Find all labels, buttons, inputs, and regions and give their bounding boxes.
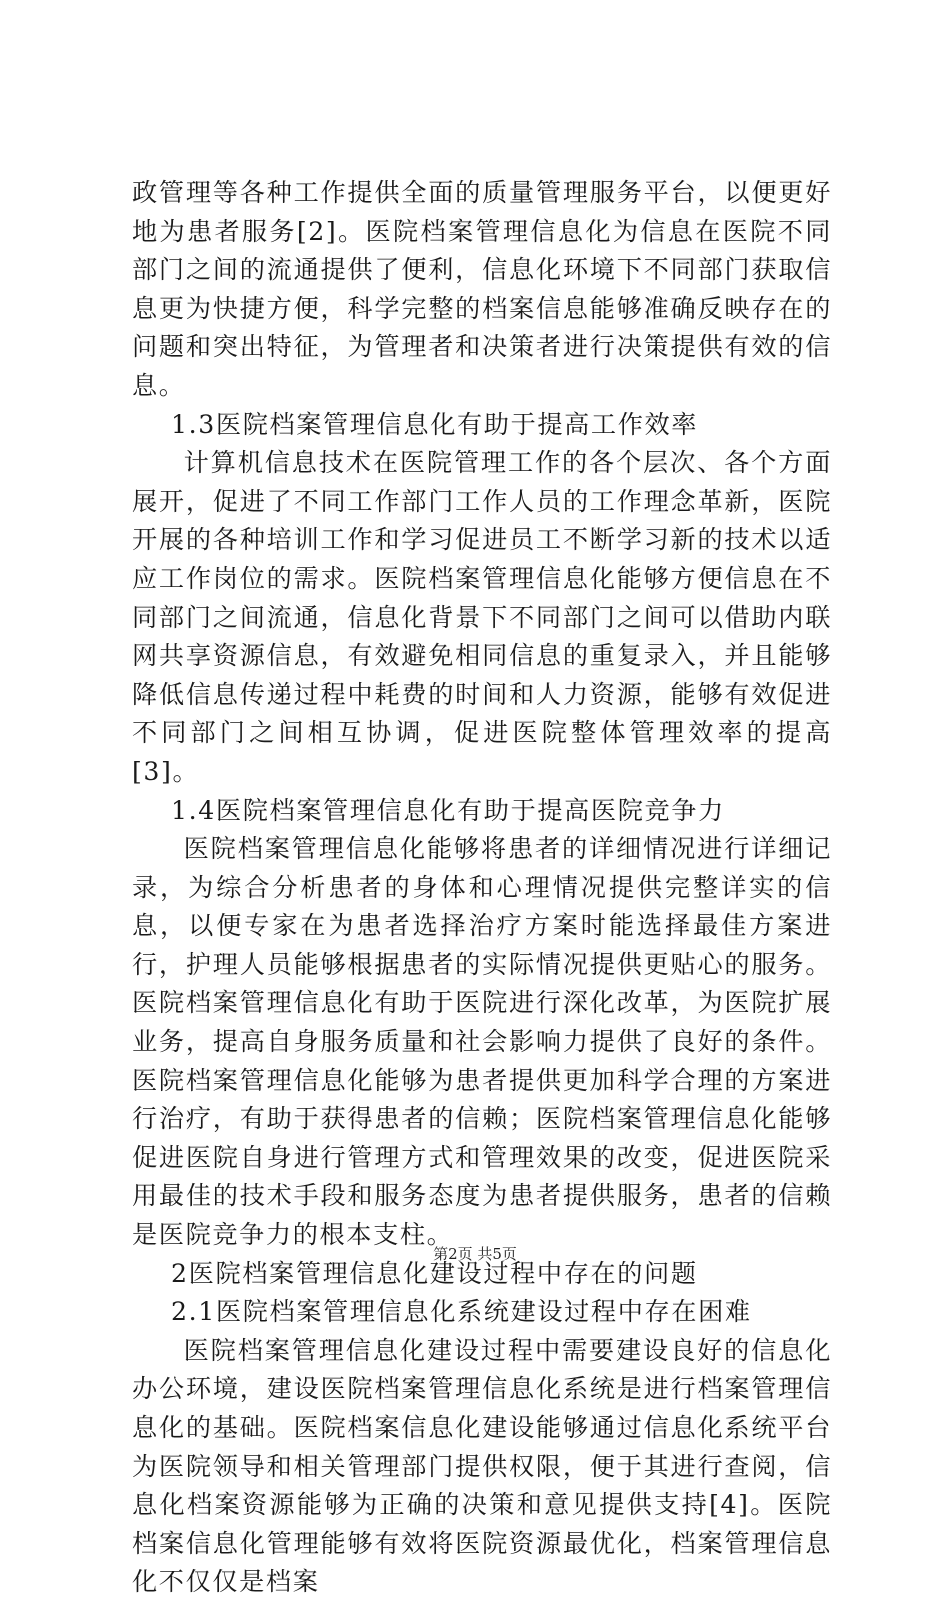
section-heading-2-1: 2.1医院档案管理信息化系统建设过程中存在困难 — [171, 1297, 752, 1327]
section-heading-1-3: 1.3医院档案管理信息化有助于提高工作效率 — [171, 409, 699, 439]
section-heading-2: 2医院档案管理信息化建设过程中存在的问题 — [171, 1258, 698, 1288]
paragraph-body: 医院档案管理信息化建设过程中需要建设良好的信息化办公环境，建设医院档案管理信息化系统是进行档案管理信息化的基础。医院档案信息化建设能够通过信息化系统平台为医院领导和相关管理部门提供权限，便于其进行查阅，信息化档案资源能够为正确的决策和意见提供支持[4]。医院档案信息化管理能够有效将医院资源最优化，档案管理信息化不仅仅是档案 — [132, 1335, 832, 1597]
paragraph-body: 计算机信息技术在医院管理工作的各个层次、各个方面展开，促进了不同工作部门工作人员的工作理念革新，医院开展的各种培训工作和学习促进员工不断学习新的技术以适应工作岗位的需求。医院档案管理信息化能够方便信息在不同部门之间流通，信息化背景下不同部门之间可以借助内联网共享资源信息，有效避免相同信息的重复录入，并且能够降低信息传递过程中耗费的时间和人力资源，能够有效促进不同部门之间相互协调，促进医院整体管理效率的提高[3]。 — [132, 448, 832, 786]
paragraph-body: 医院档案管理信息化能够将患者的详细情况进行详细记录，为综合分析患者的身体和心理情况提供完整详实的信息，以便专家在为患者选择治疗方案时能选择最佳方案进行，护理人员能够根据患者的实际情况提供更贴心的服务。医院档案管理信息化有助于医院进行深化改革，为医院扩展业务，提高自身服务质量和社会影响力提供了良好的条件。医院档案管理信息化能够为患者提供更加科学合理的方案进行治疗，有助于获得患者的信赖；医院档案管理信息化能够促进医院自身进行管理方式和管理效果的改变，促进医院采用最佳的技术手段和服务态度为患者提供服务，患者的信赖是医院竞争力的根本支柱。 — [132, 834, 832, 1250]
paragraph-body-continued: 政管理等各种工作提供全面的质量管理服务平台，以便更好地为患者服务[2]。医院档案管理信息化为信息在医院不同部门之间的流通提供了便利，信息化环境下不同部门获取信息更为快捷方便，科学完整的档案信息能够准确反映存在的问题和突出特征，为管理者和决策者进行决策提供有效的信息。 — [132, 178, 832, 400]
document-body — [132, 174, 832, 1602]
section-heading-1-4: 1.4医院档案管理信息化有助于提高医院竞争力 — [171, 795, 725, 825]
page-number-label: 第2页 共5页 — [433, 1245, 517, 1263]
page-footer — [0, 1244, 950, 1264]
